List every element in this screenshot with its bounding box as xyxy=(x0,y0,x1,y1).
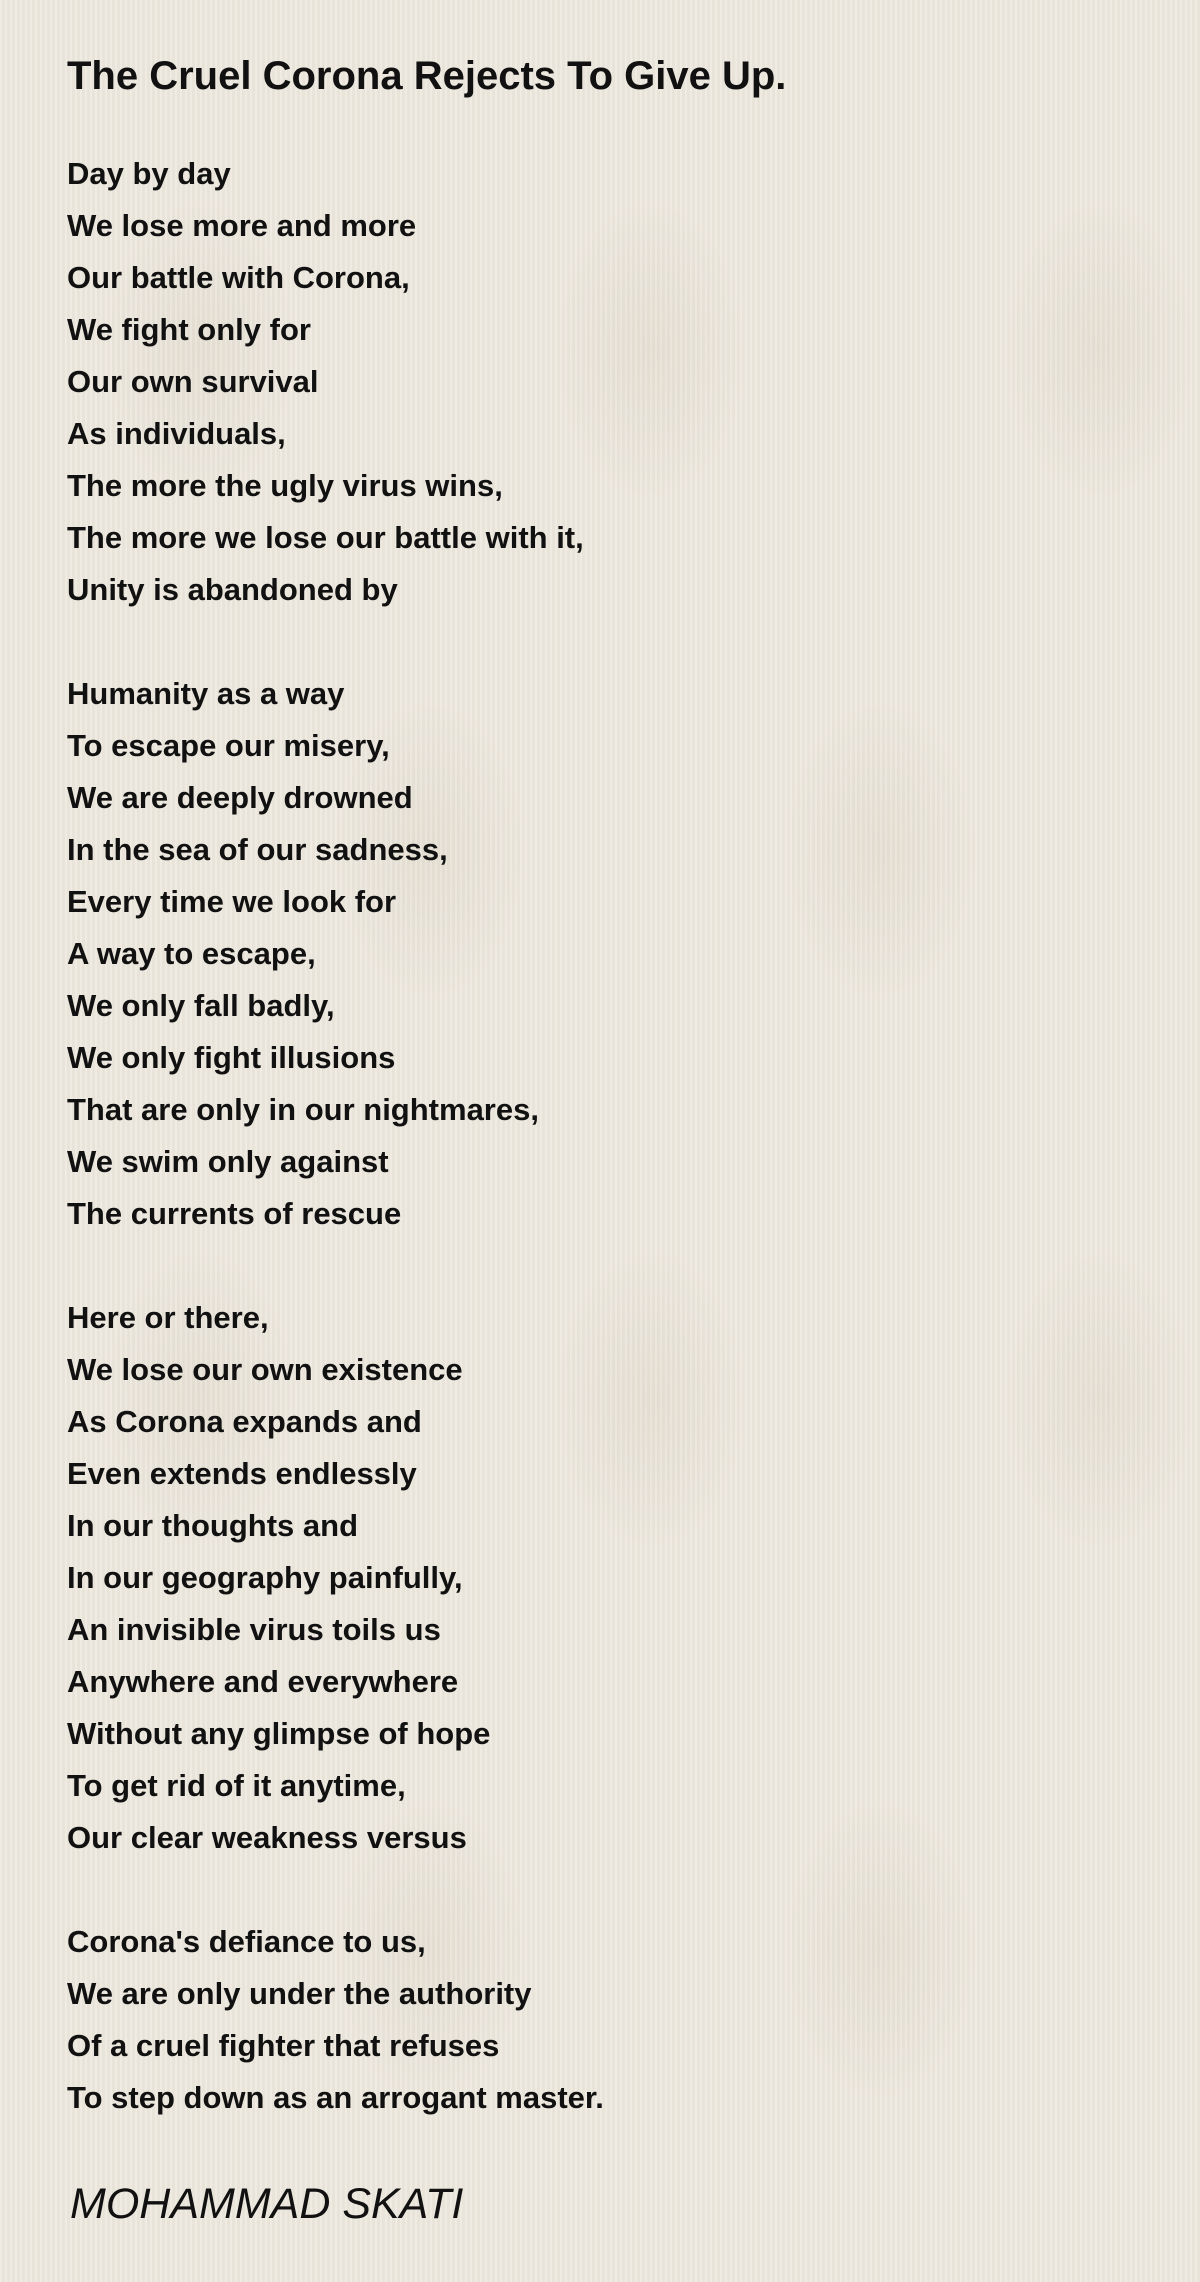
poem-line: As individuals, xyxy=(67,416,286,451)
stanza-2 xyxy=(67,668,604,1240)
poem-line: The currents of rescue xyxy=(67,1196,402,1231)
poem-line: In our geography painfully, xyxy=(67,1560,463,1595)
poem-line: In the sea of our sadness, xyxy=(67,832,448,867)
poem-line: To escape our misery, xyxy=(67,728,390,763)
poem-line: Humanity as a way xyxy=(67,676,345,711)
poem-line: In our thoughts and xyxy=(67,1508,359,1543)
poem-line: Anywhere and everywhere xyxy=(67,1664,459,1699)
poem-line: We are only under the authority xyxy=(67,1976,532,2011)
poem-line: We only fall badly, xyxy=(67,988,335,1023)
poem-line: Unity is abandoned by xyxy=(67,572,398,607)
poem-line: Every time we look for xyxy=(67,884,397,919)
poem-line: We fight only for xyxy=(67,312,311,347)
poem-line: Of a cruel fighter that refuses xyxy=(67,2028,500,2063)
poem-line: Our battle with Corona, xyxy=(67,260,410,295)
poem-body xyxy=(67,148,604,2176)
poem-line: Without any glimpse of hope xyxy=(67,1716,491,1751)
poem-line: Here or there, xyxy=(67,1300,269,1335)
poem-line: Our own survival xyxy=(67,364,319,399)
poem-line: A way to escape, xyxy=(67,936,316,971)
poem-line: We are deeply drowned xyxy=(67,780,413,815)
poem-line: Day by day xyxy=(67,156,231,191)
poem-line: We only fight illusions xyxy=(67,1040,396,1075)
poem-author: MOHAMMAD SKATI xyxy=(70,2180,464,2228)
poem-line: That are only in our nightmares, xyxy=(67,1092,539,1127)
poem-line: To get rid of it anytime, xyxy=(67,1768,406,1803)
poem-title: The Cruel Corona Rejects To Give Up. xyxy=(67,54,787,98)
poem-line: The more we lose our battle with it, xyxy=(67,520,584,555)
poem-line: We lose our own existence xyxy=(67,1352,463,1387)
stanza-1 xyxy=(67,148,604,616)
poem-line: As Corona expands and xyxy=(67,1404,422,1439)
stanza-3 xyxy=(67,1292,604,1864)
poem-line: Even extends endlessly xyxy=(67,1456,417,1491)
poem-line: We swim only against xyxy=(67,1144,389,1179)
poem-line: The more the ugly virus wins, xyxy=(67,468,503,503)
stanza-4 xyxy=(67,1916,604,2124)
poem-line: Corona's defiance to us, xyxy=(67,1924,426,1959)
poem-line: An invisible virus toils us xyxy=(67,1612,441,1647)
poem-line: Our clear weakness versus xyxy=(67,1820,467,1855)
poem-line: To step down as an arrogant master. xyxy=(67,2080,604,2115)
poem-line: We lose more and more xyxy=(67,208,417,243)
